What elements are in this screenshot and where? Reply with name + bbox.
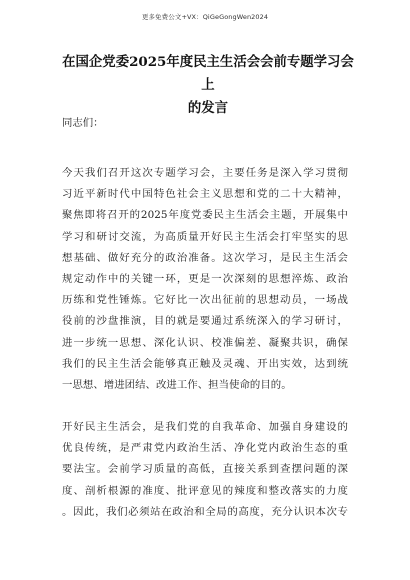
document-title (58, 51, 358, 120)
paragraph-line: 习近平新时代中国特色社会主义思想和党的二十大精神， (62, 188, 348, 201)
paragraph-line: 要法宝。会前学习质量的高低，直接关系到查摆问题的深 (62, 463, 348, 476)
paragraph-line: 。因此，我们必须站在政治和全局的高度，充分认识本次专 (62, 505, 348, 518)
paragraph-line: 优良传统，是严肃党内政治生活、净化党内政治生态的重 (62, 442, 348, 455)
paragraph-line: 进一步统一思想、深化认识、校准偏差、凝聚共识，确保 (62, 336, 348, 349)
paragraph-line: 今天我们召开这次专题学习会，主要任务是深入学习贯彻 (62, 167, 348, 179)
paragraph-2 (62, 417, 348, 523)
salutation: 同志们： (62, 117, 104, 129)
paragraph-line: 历练和党性锤炼。它好比一次出征前的思想动员，一场战 (62, 294, 348, 307)
title-line: 的发言 (187, 100, 229, 116)
paragraph-line: 一思想、增进团结、改进工作、担当使命的目的。 (62, 379, 292, 392)
paragraph-line: 开好民主生活会，是我们党的自我革命、加强自身建设的 (62, 421, 348, 433)
paragraph-line: 规定动作中的关键一环，更是一次深刻的思想淬炼、政治 (62, 273, 348, 286)
paragraph-line: 役前的沙盘推演，目的就是要通过系统深入的学习研讨， (62, 315, 348, 328)
paragraph-line: 想基础、做好充分的政治准备。这次学习，是民主生活会 (62, 251, 348, 264)
paragraph-line: 度、剖析根源的准度、批评意见的辣度和整改落实的力度 (62, 484, 348, 497)
paragraph-1 (62, 163, 348, 396)
paragraph-line: 聚焦即将召开的2025年度党委民主生活会主题，开展集中 (62, 209, 348, 222)
paragraph-line: 我们的民主生活会能够真正触及灵魂、开出实效，达到统 (62, 357, 348, 370)
header-note: 更多免费公文+VX：QiGeGongWen2024 (141, 13, 269, 21)
paragraph-line: 学习和研讨交流，为高质量开好民主生活会打牢坚实的思 (62, 230, 348, 243)
title-line: 在国企党委2025年度民主生活会会前专题学习会上 (62, 54, 354, 93)
